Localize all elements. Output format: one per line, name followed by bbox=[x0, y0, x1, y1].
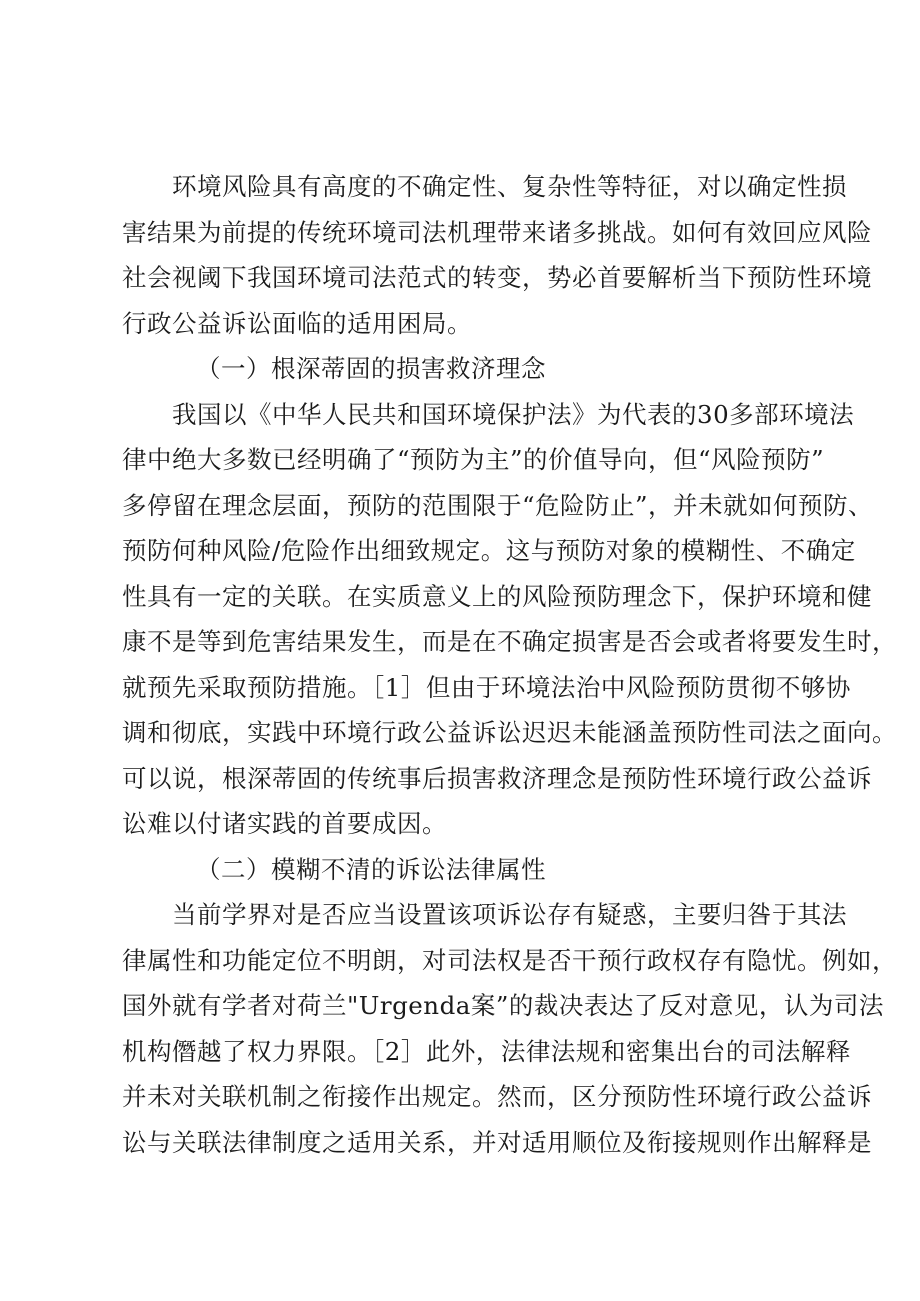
text-line: 性具有一定的关联。在实质意义上的风险预防理念下，保护环境和健 bbox=[122, 581, 872, 611]
text-line: 我国以《中华人民共和国环境保护法》为代表的30多部环境法 bbox=[172, 399, 855, 429]
text-line: 行政公益诉讼面临的适用困局。 bbox=[122, 308, 472, 338]
text-line: 讼难以付诸实践的首要成因。 bbox=[122, 809, 447, 838]
text-line: 害结果为前提的传统环境司法机理带来诸多挑战。如何有效回应风险 bbox=[122, 217, 872, 247]
paragraph-1 bbox=[122, 164, 872, 346]
text-line: 调和彻底，实践中环境行政公益诉讼迟迟未能涵盖预防性司法之面向。 bbox=[122, 718, 897, 747]
text-line: 社会视阈下我国环境司法范式的转变，势必首要解析当下预防性环境 bbox=[122, 263, 872, 292]
text-line: 可以说，根深蒂固的传统事后损害救济理念是预防性环境行政公益诉 bbox=[122, 763, 872, 793]
text-line: 并未对关联机制之衔接作出规定。然而，区分预防性环境行政公益诉 bbox=[122, 1082, 872, 1111]
text-line: 环境风险具有高度的不确定性、复杂性等特征，对以确定性损 bbox=[172, 172, 847, 201]
text-line: 预防何种风险/危险作出细致规定。这与预防对象的模糊性、不确定 bbox=[122, 536, 856, 565]
text-line: 当前学界对是否应当设置该项诉讼存有疑惑，主要归咎于其法 bbox=[172, 900, 847, 929]
paragraph-3 bbox=[122, 892, 897, 1165]
text-line: 国外就有学者对荷兰"Urgenda案”的裁决表达了反对意见，认为司法 bbox=[122, 991, 884, 1020]
text-line: 就预先采取预防措施。［1］但由于环境法治中风险预防贯彻不够协 bbox=[122, 672, 851, 702]
text-line: 讼与关联法律制度之适用关系，并对适用顺位及衔接规则作出解释是 bbox=[122, 1127, 872, 1157]
text-line: 律属性和功能定位不明朗，对司法权是否干预行政权存有隐忧。例如， bbox=[122, 945, 897, 975]
document-body bbox=[122, 164, 897, 1165]
section-heading-1: （一）根深蒂固的损害救济理念 bbox=[196, 354, 546, 383]
text-line: 机构僭越了权力界限。［2］此外，法律法规和密集出台的司法解释 bbox=[122, 1036, 851, 1066]
text-line: 康不是等到危害结果发生，而是在不确定损害是否会或者将要发生时， bbox=[122, 627, 897, 656]
section-heading-2: （二）模糊不清的诉讼法律属性 bbox=[196, 854, 546, 884]
text-line: 多停留在理念层面，预防的范围限于“危险防止”，并未就如何预防、 bbox=[122, 490, 874, 520]
paragraph-2 bbox=[122, 392, 897, 847]
text-line: 律中绝大多数已经明确了“预防为主”的价值导向，但“风险预防” bbox=[122, 445, 825, 474]
